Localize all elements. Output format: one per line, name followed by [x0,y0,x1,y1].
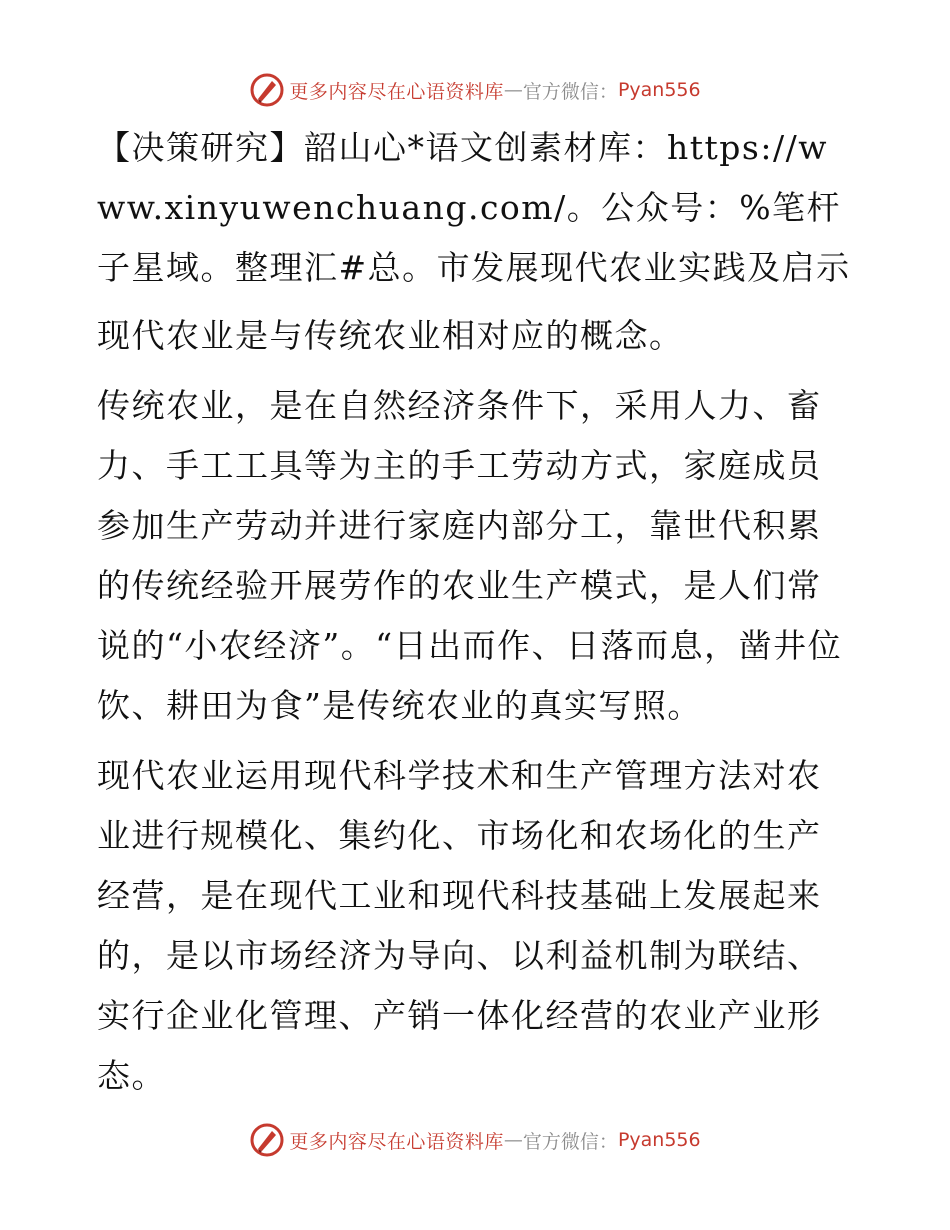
banner-promo-text: 更多内容尽在心语资料库 [289,80,504,103]
banner-promo-text: 更多内容尽在心语资料库 [289,1130,504,1153]
banner-separator: — [503,79,523,101]
banner-separator: — [503,1129,523,1151]
banner-wechat-label: 官方微信： [522,1130,618,1153]
document-body [97,118,853,1116]
pen-logo-icon [249,72,285,108]
banner-wechat-label: 官方微信： [522,80,618,103]
paragraph: 现代农业运用现代科学技术和生产管理方法对农业进行规模化、集约化、市场化和农场化的生产经营，是在现代工业和现代科技基础上发展起来的，是以市场经济为导向、以利益机制为联结、实行企业化管理、产销一体化经营的农业产业形态。 [97,756,822,1095]
paragraph: 现代农业是与传统农业相对应的概念。 [97,316,684,355]
paragraph: 传统农业，是在自然经济条件下，采用人力、畜力、手工工具等为主的手工劳动方式，家庭成员参加生产劳动并进行家庭内部分工，靠世代积累的传统经验开展劳作的农业生产模式，是人们常说的“小农经济”。“日出而作、日落而息，凿井位饮、耕田为食”是传统农业的真实写照。 [97,386,843,725]
paragraph-title: 【决策研究】韶山心*语文创素材库：https://www.xinyuwenchuang.com/。公众号：%笔杆子星域。整理汇#总。市发展现代农业实践及启示 [97,128,851,287]
banner-wechat-id: Pyan556 [617,79,701,101]
footer-banner [0,1122,950,1158]
header-banner [0,72,950,108]
banner-wechat-id: Pyan556 [617,1129,701,1151]
pen-logo-icon [249,1122,285,1158]
